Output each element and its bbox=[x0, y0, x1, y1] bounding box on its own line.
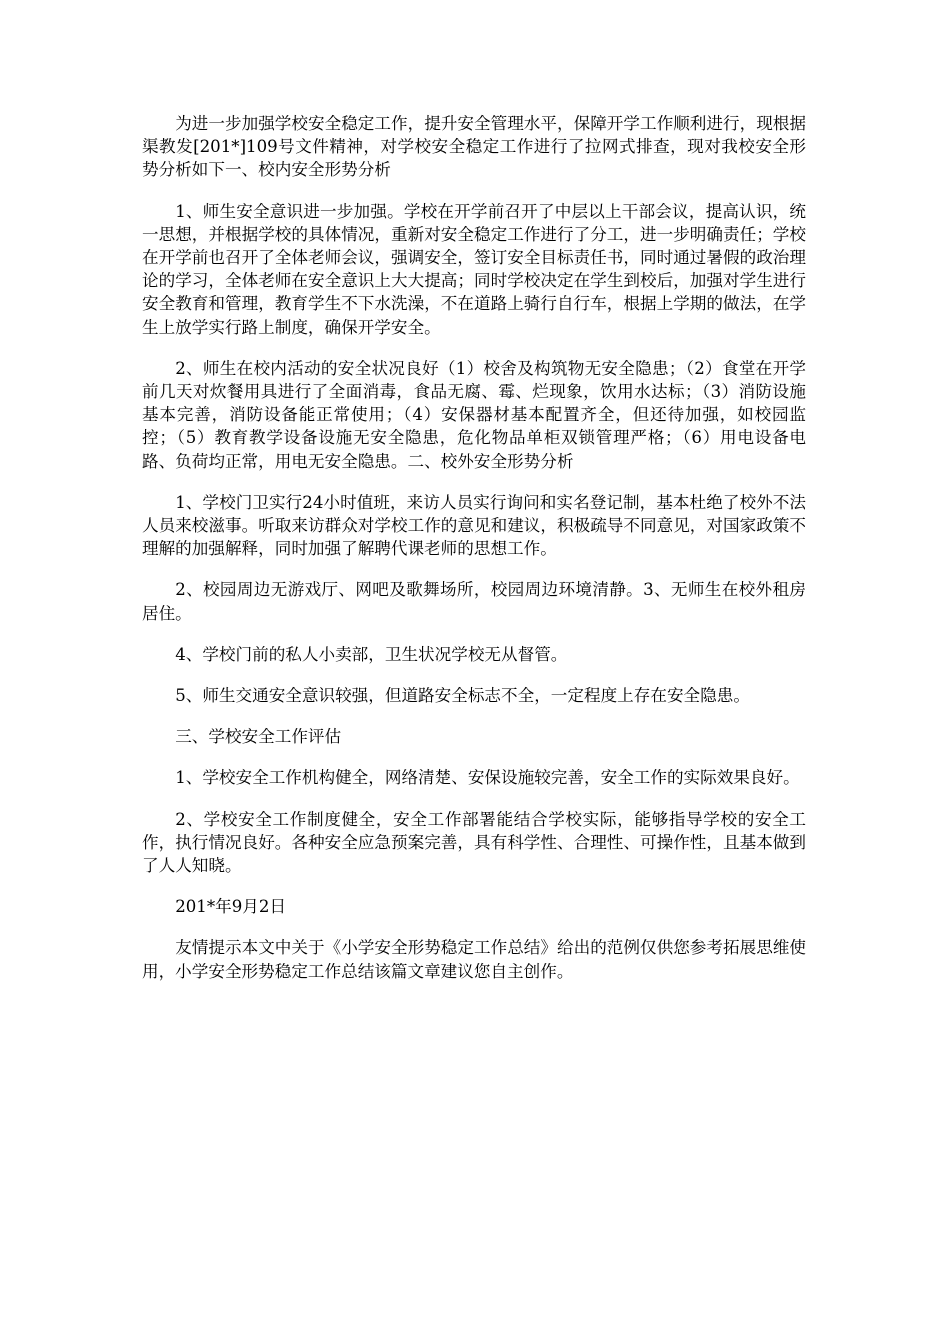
footer-note: 友情提示本文中关于《小学安全形势稳定工作总结》给出的范例仅供您参考拓展思维使用，小学安全形势稳定工作总结该篇文章建议您自主创作。 bbox=[142, 938, 806, 981]
section-heading-evaluation: 三、学校安全工作评估 bbox=[175, 727, 342, 747]
paragraph-campus-activities: 2、师生在校内活动的安全状况良好（1）校舍及构筑物无安全隐患；（2）食堂在开学前几天对炊餐用具进行了全面消毒，食品无腐、霉、烂现象，饮用水达标；（3）消防设施基本完善，消防设备能正常使用；（4）安保器材基本配置齐全，但还待加强，如校园监控；（5）教育教学设备设施无安全隐患，危化物品单柜双锁管理严格；（6）用电设备电路、负荷均正常，用电无安全隐患。二、校外安全形势分析 bbox=[142, 358, 806, 471]
paragraph-system: 2、学校安全工作制度健全，安全工作部署能结合学校实际，能够指导学校的安全工作，执行情况良好。各种安全应急预案完善，具有科学性、合理性、可操作性，且基本做到了人人知晓。 bbox=[142, 809, 806, 876]
document-body bbox=[142, 112, 806, 983]
paragraph-store: 4、学校门前的私人小卖部，卫生状况学校无从督管。 bbox=[175, 644, 568, 664]
paragraph-safety-awareness: 1、师生安全意识进一步加强。学校在开学前召开了中层以上干部会议，提高认识，统一思想，并根据学校的具体情况，重新对安全稳定工作进行了分工，进一步明确责任；学校在开学前也召开了全体老师会议，强调安全，签订安全目标责任书，同时通过暑假的政治理论的学习，全体老师在安全意识上大大提高；同时学校决定在学生到校后，加强对学生进行安全教育和管理，教育学生不下水洗澡，不在道路上骑行自行车，根据上学期的做法，在学生上放学实行路上制度，确保开学安全。 bbox=[142, 201, 806, 337]
paragraph-gate-guard: 1、学校门卫实行24小时值班，来访人员实行询问和实名登记制，基本杜绝了校外不法人员来校滋事。听取来访群众对学校工作的意见和建议，积极疏导不同意见，对国家政策不理解的加强解释，同时加强了解聘代课老师的思想工作。 bbox=[142, 492, 806, 559]
document-date: 201*年9月2日 bbox=[175, 897, 287, 917]
paragraph-traffic: 5、师生交通安全意识较强，但道路安全标志不全，一定程度上存在安全隐患。 bbox=[175, 686, 750, 706]
paragraph-surroundings: 2、校园周边无游戏厅、网吧及歌舞场所，校园周边环境清静。3、无师生在校外租房居住。 bbox=[142, 580, 806, 623]
intro-paragraph: 为进一步加强学校安全稳定工作，提升安全管理水平，保障开学工作顺利进行，现根据渠教发[201*]109号文件精神，对学校安全稳定工作进行了拉网式排查，现对我校安全形势分析如下一、校内安全形势分析 bbox=[142, 114, 806, 180]
paragraph-organization: 1、学校安全工作机构健全，网络清楚、安保设施较完善，安全工作的实际效果良好。 bbox=[175, 768, 800, 788]
